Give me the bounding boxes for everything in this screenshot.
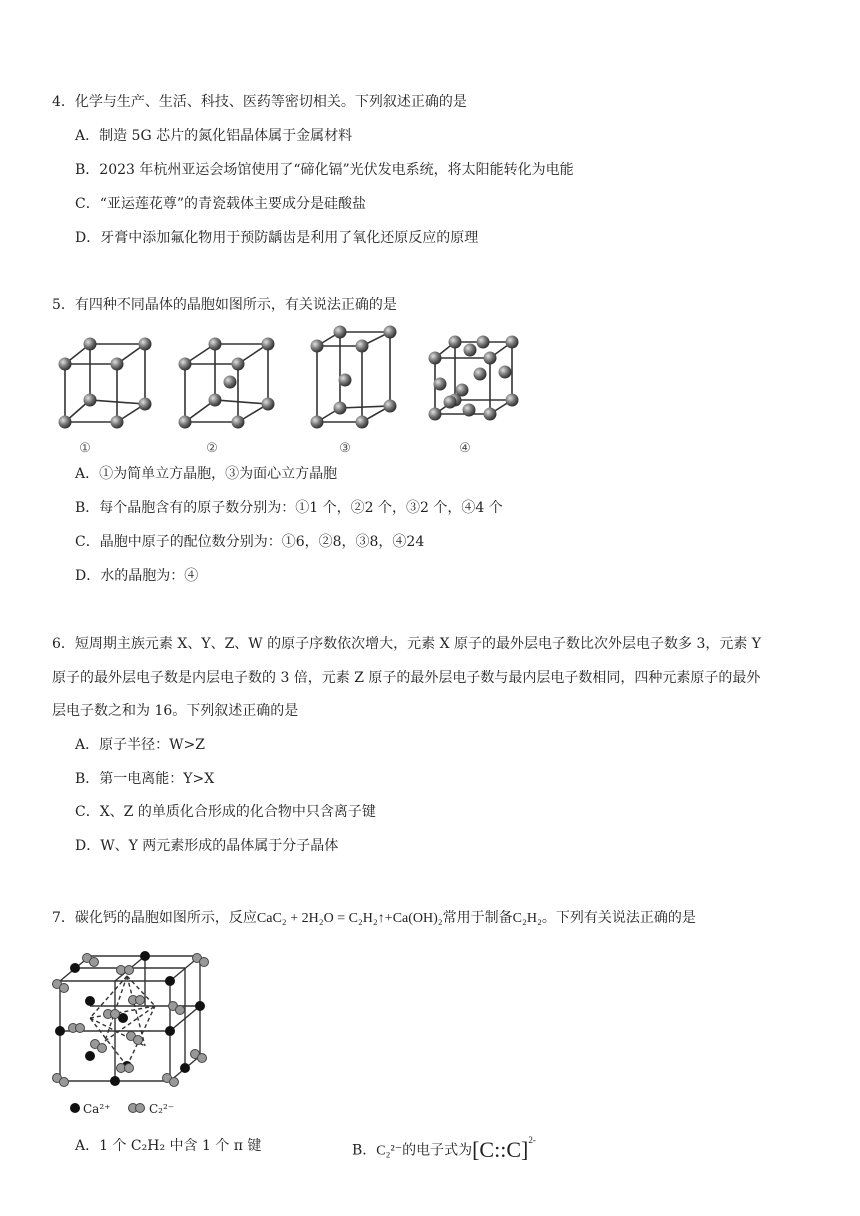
q7-electron-formula-charge: 2-: [528, 1135, 536, 1145]
q6-stem-line-3: 层电子数之和为 16。下列叙述正确的是: [52, 703, 299, 719]
cell-1-simple-cubic: [65, 344, 145, 422]
q5-stem: 5．有四种不同晶体的晶胞如图所示，有关说法正确的是: [52, 297, 397, 313]
q4-option-a: A．制造 5G 芯片的氮化铝晶体属于金属材料: [75, 128, 353, 144]
q7-stem-prefix: 7．碳化钙的晶胞如图所示，反应: [52, 910, 257, 926]
cell-label-4: ④: [459, 441, 471, 456]
legend-c2-label: C₂²⁻: [149, 1102, 175, 1116]
q6-option-a: A．原子半径：W>Z: [75, 737, 205, 753]
cell-3-body-centered: [317, 332, 390, 422]
q6-option-d: D．W、Y 两元素形成的晶体属于分子晶体: [75, 838, 339, 854]
q5-option-d: D．水的晶胞为：④: [75, 568, 199, 584]
q7-calcium-carbide-cell-figure: [45, 936, 225, 1126]
q5-crystal-cells-figure: [50, 322, 530, 457]
q7-stem-mid: 常用于制备: [442, 910, 513, 926]
q5-option-b: B．每个晶胞含有的原子数分别为：①1 个，②2 个，③2 个，④4 个: [75, 500, 503, 516]
cell-label-3: ③: [339, 441, 351, 456]
q5-option-c: C．晶胞中原子的配位数分别为：①6，②8，③8，④24: [75, 534, 425, 550]
q7-stem-suffix: 。下列有关说法正确的是: [541, 910, 696, 926]
q7-equation: CaC₂ + 2H₂O = C₂H₂↑+Ca(OH)₂: [256, 911, 443, 926]
q7-option-b-prefix: B．: [352, 1142, 377, 1159]
q6-option-c: C．X、Z 的单质化合形成的化合物中只含离子键: [75, 804, 376, 820]
q7-electron-formula: [C::C]: [472, 1136, 529, 1162]
q6-stem-line-2: 原子的最外层电子数是内层电子数的 3 倍，元素 Z 原子的最外层电子数与最内层电子数相同，四种元素原子的最外: [52, 670, 761, 686]
q7-option-b-mid: 的电子式为: [402, 1142, 473, 1159]
q7-stem: [52, 908, 696, 929]
cell-label-2: ②: [206, 441, 218, 456]
q7-option-b: [352, 1136, 536, 1162]
q6-stem-line-1: 6．短周期主族元素 X、Y、Z、W 的原子序数依次增大，元素 X 原子的最外层电子数比次外层电子数多 3，元素 Y: [52, 636, 762, 652]
q6-option-b: B．第一电离能：Y>X: [75, 771, 215, 787]
q4-option-d: D．牙膏中添加氟化物用于预防龋齿是利用了氧化还原反应的原理: [75, 230, 479, 246]
q5-option-a: A．①为简单立方晶胞，③为面心立方晶胞: [75, 466, 338, 482]
legend-ca-marker: [70, 1103, 80, 1113]
legend-c2-marker-b: [136, 1104, 145, 1113]
q4-stem: 4．化学与生产、生活、科技、医药等密切相关。下列叙述正确的是: [52, 94, 467, 110]
q7-option-b-ion: C₂²⁻: [376, 1143, 403, 1159]
q7-option-a: A．1 个 C₂H₂ 中含 1 个 π 键: [75, 1138, 262, 1154]
cell-label-1: ①: [79, 441, 91, 456]
legend-ca-label: Ca²⁺: [83, 1102, 111, 1116]
q4-option-b: B．2023 年杭州亚运会场馆使用了“碲化镉”光伏发电系统，将太阳能转化为电能: [75, 162, 574, 178]
q7-product: C₂H₂: [512, 911, 542, 926]
q4-option-c: C．“亚运莲花尊”的青瓷载体主要成分是硅酸盐: [75, 196, 367, 212]
